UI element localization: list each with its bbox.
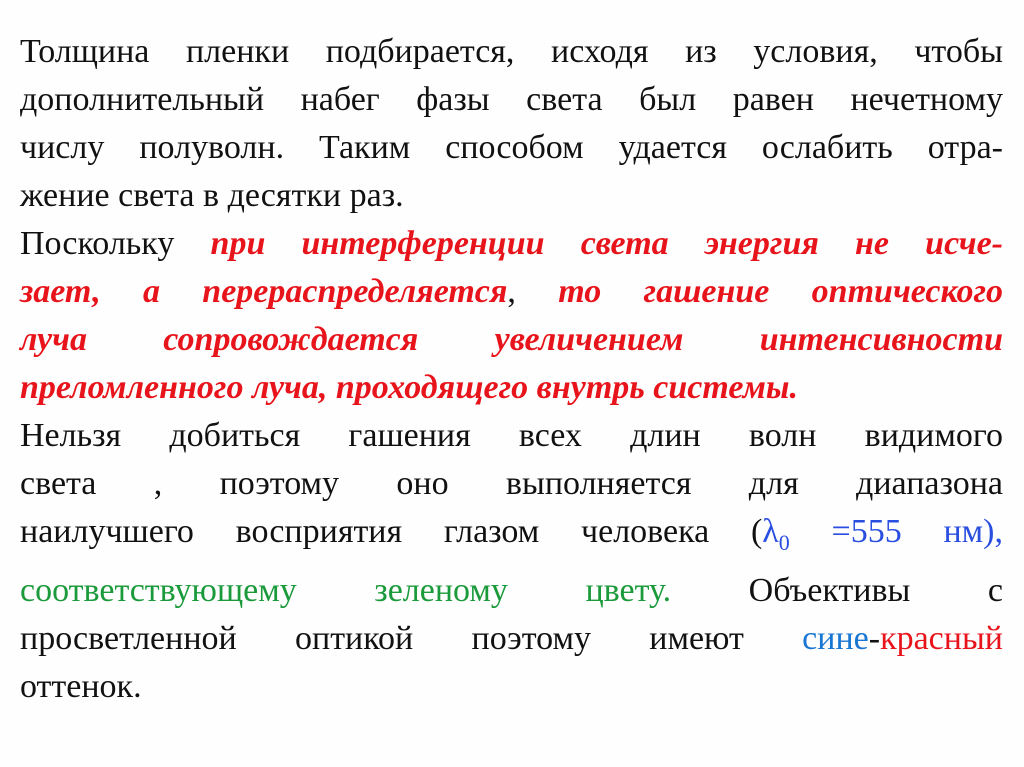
text-line: дополнительный набег фазы света был равен нечетному <box>20 81 1003 118</box>
red-word: красный <box>880 619 1003 657</box>
green-text: соответствующему зеленому цвету. <box>20 571 672 609</box>
text-line: Нельзя добиться гашения всех длин волн видимого <box>20 417 1003 454</box>
emphasis-text: то гашение оптического <box>558 273 1004 310</box>
text-line <box>20 615 1003 663</box>
emphasis-text: луча сопровождается увеличением интенсивности <box>20 321 1003 358</box>
paragraph-energy-redistribution <box>20 220 1003 412</box>
text-line <box>20 220 1003 268</box>
wavelength-value: =555 нм), <box>789 513 1003 550</box>
paragraph-wavelength <box>20 412 1003 711</box>
text-line: числу полуволн. Таким способом удается ослабить отра- <box>20 129 1003 166</box>
paragraph-film-thickness <box>20 28 1003 220</box>
text-span: , <box>507 273 559 310</box>
emphasis-text: при интерференции света энергия не исче- <box>210 225 1003 262</box>
text-span: Поскольку <box>20 225 211 262</box>
emphasis-text: зает, а перераспределяется <box>20 273 508 310</box>
lambda-symbol: λ <box>762 513 779 550</box>
hyphen: - <box>868 619 881 657</box>
text-span: Объективы с <box>671 571 1003 609</box>
lambda-subscript: 0 <box>778 529 790 555</box>
text-line <box>20 508 1003 567</box>
blue-word: сине <box>802 619 869 657</box>
text-span: просветленной оптикой поэтому имеют <box>20 619 803 657</box>
text-line: жение света в десятки раз. <box>20 177 404 214</box>
text-line <box>20 567 1003 615</box>
text-span: наилучшего восприятия глазом человека ( <box>20 513 763 550</box>
text-line <box>20 268 1003 316</box>
emphasis-text: преломленного луча, проходящего внутрь системы. <box>20 369 799 406</box>
text-line: света , поэтому оно выполняется для диапазона <box>20 465 1003 502</box>
text-line: оттенок. <box>20 667 142 705</box>
text-line: Толщина пленки подбирается, исходя из условия, чтобы <box>20 33 1003 70</box>
